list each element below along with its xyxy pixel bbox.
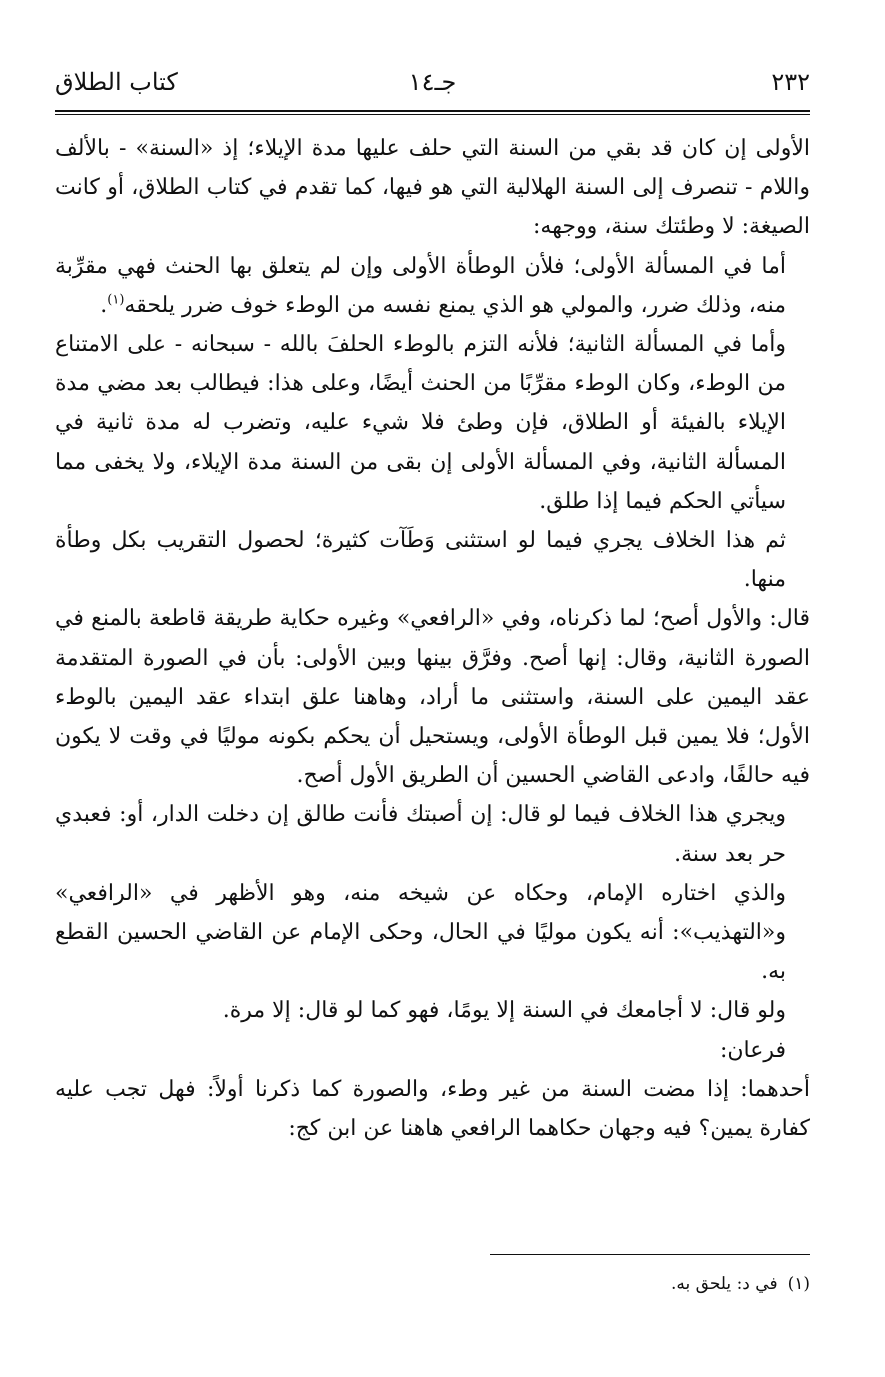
footnote-number: (١) (787, 1274, 810, 1294)
paragraph: والذي اختاره الإمام، وحكاه عن شيخه منه، وهو الأظهر في «الرافعي» و«التهذيب»: أنه يكون موليًا في الحال، وحكى الإمام عن القاضي الحسين القطع به. (55, 880, 786, 985)
paragraph: ويجري هذا الخلاف فيما لو قال: إن أصبتك فأنت طالق إن دخلت الدار، أو: فعبدي حر بعد سنة. (55, 802, 786, 867)
header-divider (55, 110, 810, 115)
paragraph-text: أما في المسألة الأولى؛ فلأن الوطأة الأولى وإن لم يتعلق بها الحنث فهي مقرِّبة منه، وذلك ضرر، والمولي هو الذي يمنع نفسه من الوطء خوف ضرر يلحقه (55, 253, 786, 318)
paragraph-end-mark: . (100, 292, 108, 318)
book-title: كتاب الطلاق (55, 68, 178, 96)
paragraph: أحدهما: إذا مضت السنة من غير وطء، والصورة كما ذكرنا أولاً: فهل تجب عليه كفارة يمين؟ فيه وجهان حكاهما الرافعي هاهنا عن ابن كج: (55, 1076, 810, 1142)
paragraph: قال: والأول أصح؛ لما ذكرناه، وفي «الرافعي» وغيره حكاية طريقة قاطعة بالمنع في الصورة الثانية، وقال: إنها أصح. وفرَّق بينها وبين الأولى: بأن في الصورة المتقدمة عقد اليمين على السنة، واستثنى ما أراد، وهاهنا علق ابتداء عقد اليمين بالوطء الأول؛ فلا يمين قبل الوطأة الأولى، ويستحيل أن يحكم بكونه موليًا في وقت لا يكون فيه حالفًا، وادعى القاضي الحسين أن الطريق الأول أصح. (55, 606, 810, 789)
book-page (55, 60, 810, 1294)
volume-label: جـ١٤ (408, 68, 457, 96)
section-heading: فرعان: (719, 1037, 786, 1063)
main-text (55, 129, 810, 1148)
page-number: ٢٣٢ (771, 68, 810, 96)
footnote-text: في د: يلحق به. (671, 1274, 778, 1294)
paragraph: الأولى إن كان قد بقي من السنة التي حلف عليها مدة الإيلاء؛ إذ «السنة» - بالألف واللام - تنصرف إلى السنة الهلالية التي هو فيها، كما تقدم في كتاب الطلاق، أو كانت الصيغة: لا وطئتك سنة، ووجهه: (55, 136, 810, 240)
page-header (55, 60, 810, 104)
footnote-divider (490, 1254, 810, 1255)
footnote (671, 1270, 810, 1298)
paragraph: وأما في المسألة الثانية؛ فلأنه التزم بالوطء الحلفَ بالله - سبحانه - على الامتناع من الوطء، وكان الوطء مقرِّبًا من الحنث أيضًا، وعلى هذا: فيطالب بعد مضي مدة الإيلاء بالفيئة أو الطلاق، فإن وطئ فلا شيء عليه، وتضرب له مدة ثانية في المسألة الثانية، وفي المسألة الأولى إن بقى من السنة مدة الإيلاء، ولا يخفى مما سيأتي الحكم فيما إذا طلق. (55, 332, 786, 514)
footnote-reference: (١) (107, 292, 125, 308)
paragraph (55, 247, 810, 325)
paragraph: ولو قال: لا أجامعك في السنة إلا يومًا، فهو كما لو قال: إلا مرة. (222, 998, 786, 1024)
paragraph: ثم هذا الخلاف يجري فيما لو استثنى وَطَآت كثيرة؛ لحصول التقريب بكل وطأة منها. (55, 528, 786, 593)
